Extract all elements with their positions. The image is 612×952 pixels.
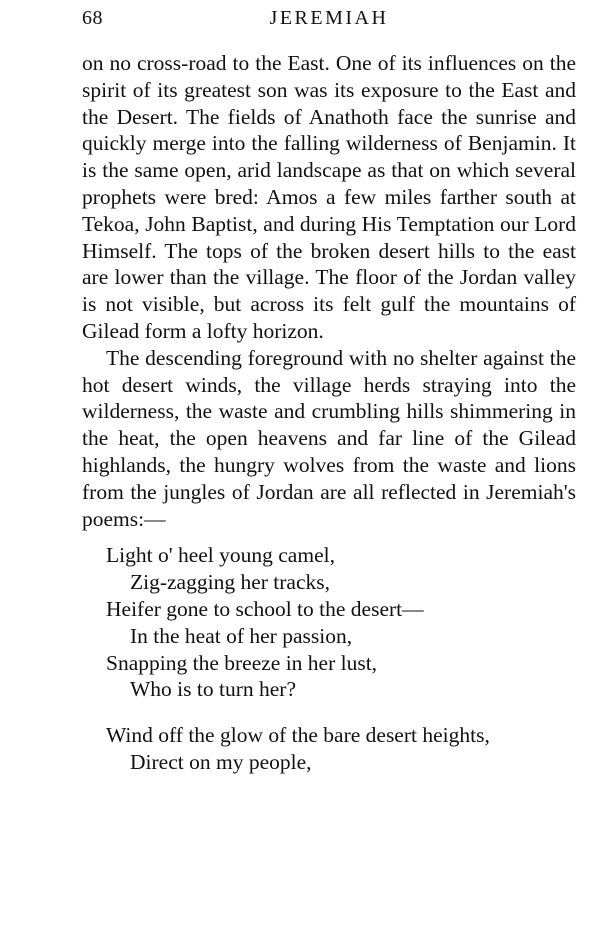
poem-line: Direct on my people, (130, 749, 312, 774)
running-title: JEREMIAH (269, 7, 389, 29)
poem-line: Snapping the breeze in her lust, (106, 650, 378, 675)
page-number: 68 (82, 7, 103, 29)
poem-line: Heifer gone to school to the desert— (106, 596, 424, 621)
paragraph: The descending foreground with no shelter against the hot desert winds, the village herds straying into the wilderness, the waste and crumbling hills shimmering in the heat, the open heavens and far line of the Gilead highlands, the hungry wolves from the waste and lions from the jungles of Jordan are all reflected in Jeremiah's poems:— (82, 345, 576, 531)
poem-stanza (82, 722, 576, 776)
poem-line: Wind off the glow of the bare desert heights, (106, 723, 490, 748)
poem-stanza (82, 542, 576, 703)
poem-line: Who is to turn her? (130, 677, 296, 702)
poem-line: Light o' heel young camel, (106, 543, 335, 568)
poem-line: In the heat of her passion, (130, 623, 353, 648)
poem-line: Zig-zagging her tracks, (130, 570, 330, 595)
page-header (82, 7, 576, 33)
paragraph-continued: on no cross-road to the East. One of its influences on the spirit of its greatest son was its exposure to the East and the Desert. The fields of Anathoth face the sunrise and quickly merge into the falling wilderness of Benjamin. It is the same open, arid landscape as that on which several prophets were bred: Amos a few miles farther south at Tekoa, John Baptist, and during His Temptation our Lord Himself. The tops of the broken desert hills to the east are lower than the village. The floor of the Jordan valley is not visible, but across its felt gulf the mountains of Gilead form a lofty horizon. (82, 51, 576, 343)
body-text (82, 50, 576, 776)
